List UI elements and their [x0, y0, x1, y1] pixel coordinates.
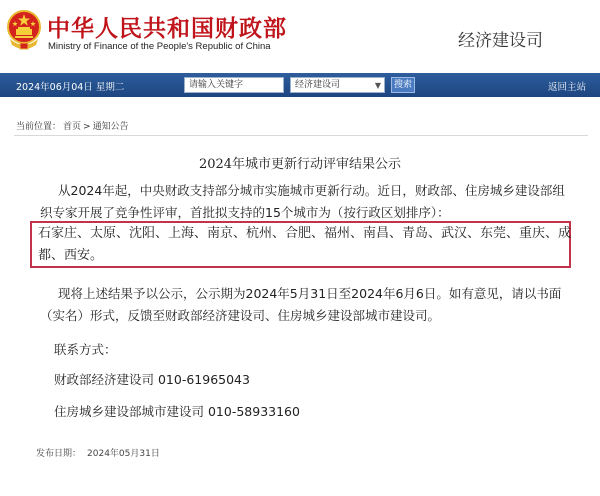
cities-line-1: 石家庄、太原、沈阳、上海、南京、杭州、合肥、福州、南昌、青岛、武汉、东莞、重庆、成 — [38, 226, 572, 241]
department-name[interactable]: 经济建设司 — [458, 31, 543, 51]
breadcrumb — [16, 119, 131, 132]
national-emblem-icon — [6, 9, 42, 51]
divider — [14, 135, 588, 136]
paragraph-2-line-1: 现将上述结果予以公示，公示期为2024年5月31日至2024年6月6日。如有意见，请以书面 — [58, 286, 562, 301]
paragraph-2-line-2: （实名）形式，反馈至财政部经济建设司、住房城乡建设部城市建设司。 — [40, 308, 441, 323]
search-button[interactable]: 搜索 — [391, 77, 415, 93]
contact-mof: 财政部经济建设司 010-61965043 — [54, 372, 250, 387]
breadcrumb-current[interactable]: 通知公告 — [92, 122, 129, 132]
scope-select[interactable] — [290, 77, 385, 93]
cities-line-2: 都、西安。 — [38, 248, 104, 263]
search-input[interactable]: 请输入关键字 — [184, 77, 284, 93]
paragraph-1-line-2: 织专家开展了竞争性评审，首批拟支持的15个城市为（按行政区划排序）： — [40, 205, 450, 220]
article-title: 2024年城市更新行动评审结果公示 — [198, 157, 402, 172]
breadcrumb-home[interactable]: 首页 — [63, 122, 82, 132]
site-header — [0, 0, 600, 62]
scope-select-value: 经济建设司 — [295, 80, 341, 90]
current-date — [16, 79, 124, 93]
breadcrumb-separator: > — [83, 122, 91, 132]
publish-date-label: 发布日期： — [36, 449, 82, 459]
site-title[interactable]: 中华人民共和国财政部 — [47, 16, 287, 42]
home-link[interactable]: 返回主站 — [548, 82, 587, 93]
site-subtitle: Ministry of Finance of the People's Republic of China — [48, 41, 271, 52]
nav-bar — [0, 73, 600, 97]
publish-date — [36, 446, 166, 459]
paragraph-1-line-1: 从2024年起，中央财政支持部分城市实施城市更新行动。近日，财政部、住房城乡建设部组 — [58, 183, 565, 198]
weekday-text: 星期二 — [95, 82, 125, 93]
chevron-down-icon: ▼ — [374, 81, 381, 90]
date-text: 2024年06月04日 — [16, 82, 93, 93]
contact-mohurd: 住房城乡建设部城市建设司 010-58933160 — [54, 404, 300, 419]
contact-label: 联系方式： — [54, 342, 117, 357]
publish-date-value: 2024年05月31日 — [87, 449, 160, 459]
breadcrumb-prefix: 当前位置： — [16, 122, 62, 132]
